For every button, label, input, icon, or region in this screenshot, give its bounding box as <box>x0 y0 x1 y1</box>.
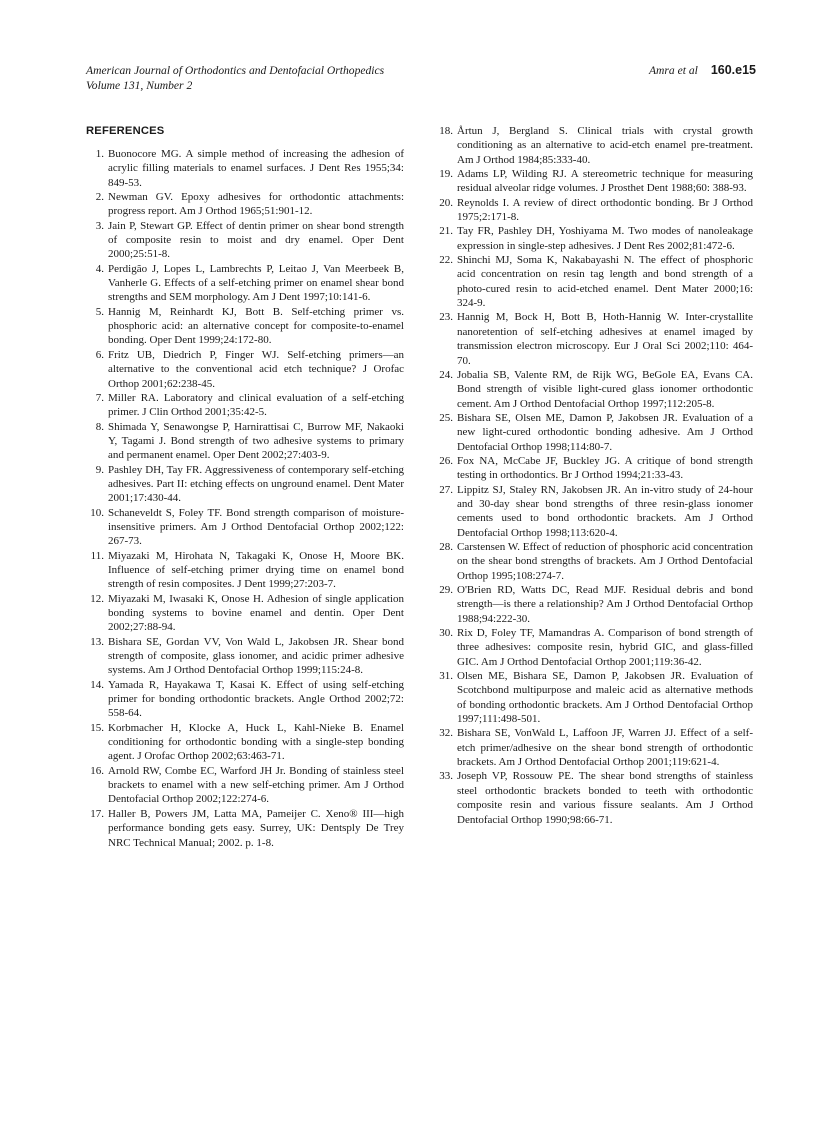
reference-text: Yamada R, Hayakawa T, Kasai K. Effect of using self-etching primer for bonding orthodontic brackets. Angle Orthod 2002;72: 558-64. <box>108 678 404 720</box>
reference-text: Korbmacher H, Klocke A, Huck L, Kahl-Nieke B. Enamel conditioning for orthodontic bonding with a single-step bonding agent. J Orofac Orthop 2002;63:463-71. <box>108 721 404 763</box>
reference-item <box>433 483 753 540</box>
reference-text: Bishara SE, Gordan VV, Von Wald L, Jakobsen JR. Shear bond strength of composite, glass ionomer, and acidic primer adhesive systems. Am J Orthod Dentofacial Orthop 1999;115:24-8. <box>108 635 404 677</box>
reference-item <box>84 305 404 348</box>
reference-item <box>84 807 404 850</box>
reference-number: 10. <box>90 506 104 519</box>
reference-text: O'Brien RD, Watts DC, Read MJF. Residual debris and bond strength—is there a relationship? Am J Orthod Dentofacial Orthop 1988;94:222-30. <box>457 584 753 625</box>
reference-text: Bishara SE, VonWald L, Laffoon JF, Warren JJ. Effect of a self-etch primer/adhesive on the shear bond strength of orthodontic brackets. Am J Orthod Dentofacial Orthop 2001;119:621-4. <box>457 727 753 769</box>
reference-number: 14. <box>90 678 104 691</box>
page-number: 160.e15 <box>710 63 756 77</box>
reference-text: Miyazaki M, Iwasaki K, Onose H. Adhesion of single application bonding systems to bovine enamel and dentin. Oper Dent 2002;27:88-94. <box>108 592 404 634</box>
reference-item <box>433 626 753 669</box>
reference-item <box>84 262 404 305</box>
reference-number: 12. <box>90 592 104 605</box>
reference-number: 31. <box>439 670 453 683</box>
reference-number: 13. <box>90 635 104 648</box>
reference-text: Carstensen W. Effect of reduction of phosphoric acid concentration on the shear bond strengths of brackets. Am J Orthod Dentofacial Orthop 1995;108:274-7. <box>457 540 753 582</box>
reference-text: Shinchi MJ, Soma K, Nakabayashi N. The effect of phosphoric acid concentration on resin tag length and bond strength of a photo-cured resin to acid-etched enamel. Dent Mater 2000;16: 324-9. <box>457 254 753 310</box>
reference-number: 1. <box>95 148 104 160</box>
running-header-page <box>649 63 756 78</box>
reference-item <box>84 219 404 262</box>
reference-text: Olsen ME, Bishara SE, Damon P, Jakobsen JR. Evaluation of Scotchbond multipurpose and maleic acid as alternative methods of bonding orthodontic brackets. Am J Orthod Dentofacial Orthop 1997;111:498-501. <box>457 670 753 726</box>
references-column-left <box>84 147 404 850</box>
reference-number: 7. <box>95 391 104 404</box>
running-header-journal <box>86 63 384 93</box>
reference-text: Joseph VP, Rossouw PE. The shear bond strengths of stainless steel orthodontic brackets bonded to teeth with orthodontic composite resin and various fissure sealants. Am J Orthod Dentofacial Orthop 1990;98:66-71. <box>457 770 753 826</box>
reference-number: 2. <box>95 191 104 204</box>
reference-item <box>84 147 404 190</box>
reference-number: 5. <box>95 305 104 318</box>
reference-item <box>84 348 404 391</box>
reference-item <box>84 506 404 549</box>
reference-number: 23. <box>439 311 453 324</box>
reference-number: 24. <box>439 368 453 381</box>
reference-item <box>84 592 404 635</box>
reference-text: Tay FR, Pashley DH, Yoshiyama M. Two modes of nanoleakage expression in single-step adhesives. J Dent Res 2002;81:472-6. <box>457 225 753 252</box>
reference-number: 19. <box>439 168 453 181</box>
journal-volume: Volume 131, Number 2 <box>86 79 193 92</box>
reference-number: 20. <box>439 196 453 209</box>
reference-number: 27. <box>439 483 453 496</box>
reference-text: Pashley DH, Tay FR. Aggressiveness of contemporary self-etching adhesives. Part II: etching effects on unground enamel. Dent Mater 2001;17:430-44. <box>108 463 404 505</box>
reference-item <box>84 635 404 678</box>
reference-text: Årtun J, Bergland S. Clinical trials with crystal growth conditioning as an alternative to acid-etch enamel pre-treatment. Am J Orthod 1984;85:333-40. <box>457 125 753 166</box>
reference-number: 17. <box>90 807 104 820</box>
reference-text: Perdigão J, Lopes L, Lambrechts P, Leitao J, Van Meerbeek B, Vanherle G. Effects of a self-etching primer on enamel shear bond strengths and SEM morphology. Am J Dent 1997;10:141-6. <box>108 262 404 304</box>
reference-item <box>433 769 753 826</box>
reference-text: Schaneveldt S, Foley TF. Bond strength comparison of moisture-insensitive primers. Am J Orthod Dentofacial Orthop 2002;122: 267-73. <box>108 506 404 548</box>
reference-item <box>433 583 753 626</box>
reference-item <box>84 549 404 592</box>
reference-text: Arnold RW, Combe EC, Warford JH Jr. Bonding of stainless steel brackets to enamel with a new self-etching primer. Am J Orthod Dentofacial Orthop 2002;122:274-6. <box>108 764 404 806</box>
reference-item <box>433 726 753 769</box>
journal-title: American Journal of Orthodontics and Dentofacial Orthopedics <box>86 64 385 77</box>
reference-number: 15. <box>90 721 104 734</box>
reference-number: 32. <box>439 727 453 740</box>
reference-number: 29. <box>439 584 453 596</box>
reference-text: Bishara SE, Olsen ME, Damon P, Jakobsen JR. Evaluation of a new light-cured orthodontic bonding adhesive. Am J Orthod Dentofacial Orthop 1998;114:80-7. <box>457 411 753 453</box>
reference-text: Hannig M, Reinhardt KJ, Bott B. Self-etching primer vs. phosphoric acid: an alternative concept for composite-to-enamel bonding. Oper Dent 1999;24:172-80. <box>108 305 404 347</box>
references-heading: REFERENCES <box>86 125 165 137</box>
reference-text: Fox NA, McCabe JF, Buckley JG. A critique of bond strength testing in orthodontics. Br J Orthod 1994;21:33-43. <box>457 454 753 482</box>
reference-number: 11. <box>90 549 104 562</box>
reference-number: 9. <box>95 463 104 476</box>
reference-text: Lippitz SJ, Staley RN, Jakobsen JR. An in-vitro study of 24-hour and 30-day shear bond strengths of three resin-glass ionomer cements used to bond orthodontic brackets. Am J Orthod Dentofacial Orthop 1998;113:620-4. <box>457 483 753 539</box>
reference-item <box>433 224 753 253</box>
reference-text: Haller B, Powers JM, Latta MA, Pameijer C. Xeno® III—high performance bonding gets easy. Surrey, UK: Dentsply De Trey NRC Technical Manual; 2002. p. 1-8. <box>108 807 404 849</box>
reference-number: 28. <box>439 540 453 553</box>
reference-item <box>433 540 753 583</box>
reference-text: Newman GV. Epoxy adhesives for orthodontic attachments: progress report. Am J Orthod 1965;51:901-12. <box>108 191 404 218</box>
reference-number: 26. <box>439 454 453 467</box>
reference-item <box>84 190 404 219</box>
reference-number: 33. <box>439 770 453 783</box>
reference-item <box>433 669 753 726</box>
reference-number: 8. <box>95 420 104 433</box>
reference-item <box>84 420 404 463</box>
reference-item <box>84 678 404 721</box>
reference-number: 25. <box>439 411 453 424</box>
reference-text: Hannig M, Bock H, Bott B, Hoth-Hannig W. Inter-crystallite nanoretention of self-etching adhesives at enamel imaged by transmission electron microscopy. Eur J Oral Sci 2002;110: 464-70. <box>457 311 753 367</box>
reference-number: 16. <box>90 764 104 777</box>
article-authors: Amra et al <box>648 64 698 77</box>
reference-text: Shimada Y, Senawongse P, Harnirattisai C, Burrow MF, Nakaoki Y, Tagami J. Bond strength of two adhesive systems to primary and permanent enamel. Oper Dent 2002;27:403-9. <box>108 420 404 462</box>
reference-text: Miller RA. Laboratory and clinical evaluation of a self-etching primer. J Clin Orthod 2001;35:42-5. <box>108 391 404 419</box>
reference-item <box>433 454 753 483</box>
reference-item <box>433 310 753 367</box>
reference-item <box>84 463 404 506</box>
reference-item <box>433 411 753 454</box>
reference-text: Adams LP, Wilding RJ. A stereometric technique for measuring residual alveolar ridge volumes. J Prosthet Dent 1988;60: 388-93. <box>457 168 753 195</box>
reference-text: Rix D, Foley TF, Mamandras A. Comparison of bond strength of three adhesives: composite resin, hybrid GIC, and glass-filled GIC. Am J Orthod Dentofacial Orthop 2001;119:36-42. <box>457 627 753 668</box>
reference-item <box>84 721 404 764</box>
reference-number: 18. <box>439 125 453 137</box>
reference-item <box>433 368 753 411</box>
reference-text: Miyazaki M, Hirohata N, Takagaki K, Onose H, Moore BK. Influence of self-etching primer drying time on enamel bond strength of resin composites. J Dent 1999;27:203-7. <box>108 549 404 591</box>
reference-item <box>84 391 404 420</box>
reference-number: 30. <box>439 627 453 640</box>
reference-text: Reynolds I. A review of direct orthodontic bonding. Br J Orthod 1975;2:171-8. <box>457 196 753 224</box>
reference-number: 3. <box>95 219 104 232</box>
references-column-right <box>433 124 753 827</box>
reference-text: Fritz UB, Diedrich P, Finger WJ. Self-etching primers—an alternative to the conventional acid etch technique? J Orofac Orthop 2001;62:238-45. <box>108 348 404 390</box>
reference-text: Jain P, Stewart GP. Effect of dentin primer on shear bond strength of composite resin to moist and dry enamel. Oper Dent 2000;25:51-8. <box>108 219 404 261</box>
reference-item <box>433 167 753 196</box>
reference-item <box>84 764 404 807</box>
reference-item <box>433 124 753 167</box>
reference-item <box>433 196 753 225</box>
reference-number: 4. <box>95 262 104 275</box>
reference-text: Jobalia SB, Valente RM, de Rijk WG, BeGole EA, Evans CA. Bond strength of visible light-cured glass ionomer orthodontic cement. Am J Orthod Dentofacial Orthop 1997;112:205-8. <box>457 368 753 410</box>
reference-number: 6. <box>95 348 104 361</box>
reference-item <box>433 253 753 310</box>
reference-text: Buonocore MG. A simple method of increasing the adhesion of acrylic filling materials to enamel surfaces. J Dent Res 1955;34: 849-53. <box>108 148 404 189</box>
reference-number: 21. <box>439 225 453 238</box>
reference-number: 22. <box>439 254 453 267</box>
